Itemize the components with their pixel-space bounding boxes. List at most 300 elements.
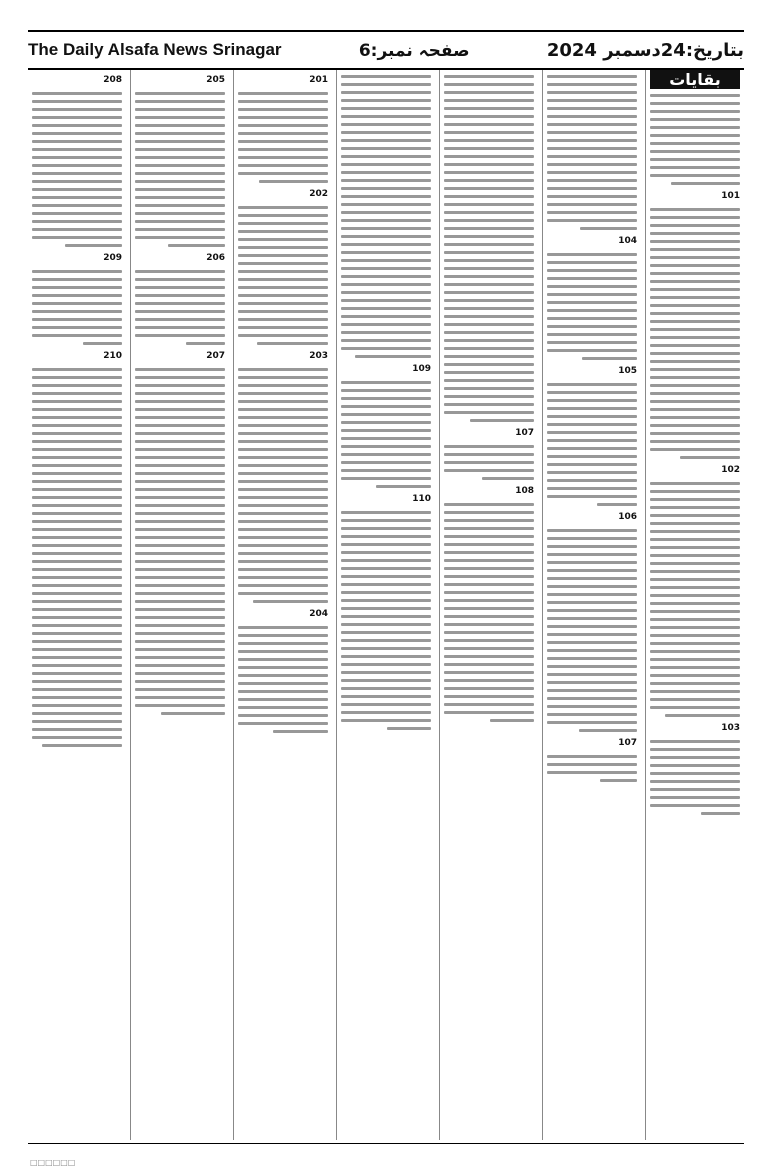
text-line xyxy=(341,275,431,278)
text-line xyxy=(444,259,534,262)
text-line xyxy=(547,123,637,126)
text-line xyxy=(650,376,740,379)
text-line xyxy=(671,182,740,185)
text-line xyxy=(650,320,740,323)
text-line xyxy=(444,411,534,414)
continuation-number: 108 xyxy=(515,486,534,496)
text-line xyxy=(32,520,122,523)
text-line xyxy=(444,591,534,594)
text-line xyxy=(32,704,122,707)
text-line xyxy=(32,688,122,691)
text-line xyxy=(650,538,740,541)
text-line xyxy=(341,115,431,118)
text-line xyxy=(135,400,225,403)
text-line xyxy=(135,496,225,499)
text-line xyxy=(547,219,637,222)
text-line xyxy=(597,503,638,506)
text-line xyxy=(238,544,328,547)
text-line xyxy=(135,472,225,475)
text-line xyxy=(444,631,534,634)
article-column xyxy=(542,70,641,1140)
text-line xyxy=(135,108,225,111)
text-line xyxy=(650,562,740,565)
text-line xyxy=(238,682,328,685)
text-line xyxy=(259,180,328,183)
text-line xyxy=(161,712,225,715)
text-line xyxy=(444,599,534,602)
text-line xyxy=(444,339,534,342)
text-line xyxy=(444,395,534,398)
text-line xyxy=(600,779,637,782)
article-text-block xyxy=(444,445,534,480)
article-text-block xyxy=(547,253,637,360)
text-line xyxy=(444,115,534,118)
text-line xyxy=(32,528,122,531)
text-line xyxy=(650,344,740,347)
text-line xyxy=(238,368,328,371)
text-line xyxy=(238,262,328,265)
text-line xyxy=(650,384,740,387)
text-line xyxy=(650,110,740,113)
newspaper-title: The Daily Alsafa News Srinagar xyxy=(28,40,282,59)
continuation-number: 107 xyxy=(515,428,534,438)
text-line xyxy=(650,554,740,557)
text-line xyxy=(135,318,225,321)
text-line xyxy=(547,553,637,556)
text-line xyxy=(444,445,534,448)
text-line xyxy=(444,379,534,382)
text-line xyxy=(650,804,740,807)
text-line xyxy=(650,626,740,629)
text-line xyxy=(650,304,740,307)
text-line xyxy=(238,536,328,539)
text-line xyxy=(341,211,431,214)
text-line xyxy=(186,342,225,345)
text-line xyxy=(135,456,225,459)
text-line xyxy=(32,712,122,715)
text-line xyxy=(444,291,534,294)
text-line xyxy=(444,647,534,650)
text-line xyxy=(650,408,740,411)
text-line xyxy=(135,632,225,635)
article-text-block xyxy=(238,626,328,733)
text-line xyxy=(341,291,431,294)
text-line xyxy=(650,102,740,105)
text-line xyxy=(341,437,431,440)
text-line xyxy=(650,150,740,153)
text-line xyxy=(650,674,740,677)
text-line xyxy=(341,551,431,554)
text-line xyxy=(32,632,122,635)
continuation-number: 204 xyxy=(309,609,328,619)
text-line xyxy=(32,424,122,427)
text-line xyxy=(650,690,740,693)
text-line xyxy=(547,479,637,482)
text-line xyxy=(341,179,431,182)
text-line xyxy=(387,727,431,730)
text-line xyxy=(444,663,534,666)
text-line xyxy=(341,99,431,102)
text-line xyxy=(341,469,431,472)
text-line xyxy=(341,75,431,78)
text-line xyxy=(444,469,534,472)
article-text-block xyxy=(547,383,637,506)
text-line xyxy=(238,140,328,143)
text-line xyxy=(650,772,740,775)
text-line xyxy=(650,328,740,331)
text-line xyxy=(32,616,122,619)
text-line xyxy=(32,584,122,587)
text-line xyxy=(341,623,431,626)
text-line xyxy=(32,108,122,111)
text-line xyxy=(650,482,740,485)
text-line xyxy=(135,368,225,371)
text-line xyxy=(547,447,637,450)
text-line xyxy=(32,270,122,273)
text-line xyxy=(547,333,637,336)
text-line xyxy=(341,83,431,86)
text-line xyxy=(135,696,225,699)
text-line xyxy=(650,134,740,137)
text-line xyxy=(547,341,637,344)
text-line xyxy=(444,91,534,94)
text-line xyxy=(32,472,122,475)
text-line xyxy=(490,719,534,722)
text-line xyxy=(168,244,225,247)
text-line xyxy=(650,368,740,371)
text-line xyxy=(341,575,431,578)
text-line xyxy=(650,586,740,589)
text-line xyxy=(650,336,740,339)
text-line xyxy=(341,519,431,522)
text-line xyxy=(650,634,740,637)
text-line xyxy=(444,211,534,214)
text-line xyxy=(444,655,534,658)
text-line xyxy=(444,403,534,406)
text-line xyxy=(444,615,534,618)
text-line xyxy=(83,342,122,345)
text-line xyxy=(238,132,328,135)
article-text-block xyxy=(238,92,328,183)
text-line xyxy=(238,706,328,709)
text-line xyxy=(444,227,534,230)
text-line xyxy=(547,713,637,716)
text-line xyxy=(650,142,740,145)
text-line xyxy=(135,536,225,539)
text-line xyxy=(341,663,431,666)
text-line xyxy=(238,480,328,483)
text-line xyxy=(547,625,637,628)
text-line xyxy=(32,464,122,467)
text-line xyxy=(341,615,431,618)
text-line xyxy=(444,107,534,110)
text-line xyxy=(444,171,534,174)
text-line xyxy=(32,124,122,127)
text-line xyxy=(135,148,225,151)
text-line xyxy=(238,464,328,467)
text-line xyxy=(444,203,534,206)
text-line xyxy=(547,673,637,676)
text-line xyxy=(444,219,534,222)
text-line xyxy=(341,331,431,334)
text-line xyxy=(341,171,431,174)
text-line xyxy=(32,696,122,699)
text-line xyxy=(444,503,534,506)
text-line xyxy=(341,429,431,432)
text-line xyxy=(135,302,225,305)
article-column xyxy=(439,70,538,1140)
text-line xyxy=(135,132,225,135)
continuation-number: 104 xyxy=(618,236,637,246)
text-line xyxy=(238,164,328,167)
text-line xyxy=(135,672,225,675)
article-text-block xyxy=(650,740,740,815)
text-line xyxy=(444,299,534,302)
text-line xyxy=(444,307,534,310)
text-line xyxy=(32,236,122,239)
text-line xyxy=(444,567,534,570)
text-line xyxy=(341,583,431,586)
text-line xyxy=(701,812,740,815)
text-line xyxy=(135,616,225,619)
text-line xyxy=(135,488,225,491)
article-text-block xyxy=(341,75,431,358)
text-line xyxy=(32,100,122,103)
text-line xyxy=(135,228,225,231)
text-line xyxy=(32,608,122,611)
text-line xyxy=(341,283,431,286)
text-line xyxy=(665,714,740,717)
text-line xyxy=(135,464,225,467)
text-line xyxy=(650,232,740,235)
page-body xyxy=(28,70,744,1140)
text-line xyxy=(444,575,534,578)
text-line xyxy=(341,679,431,682)
text-line xyxy=(650,126,740,129)
continuation-number: 202 xyxy=(309,189,328,199)
text-line xyxy=(135,286,225,289)
text-line xyxy=(444,703,534,706)
text-line xyxy=(444,99,534,102)
text-line xyxy=(341,535,431,538)
text-line xyxy=(65,244,122,247)
text-line xyxy=(135,600,225,603)
text-line xyxy=(650,312,740,315)
continuation-number: 103 xyxy=(721,723,740,733)
text-line xyxy=(238,108,328,111)
text-line xyxy=(238,214,328,217)
text-line xyxy=(341,187,431,190)
text-line xyxy=(238,424,328,427)
text-line xyxy=(32,400,122,403)
text-line xyxy=(135,116,225,119)
text-line xyxy=(135,188,225,191)
text-line xyxy=(547,721,637,724)
text-line xyxy=(650,682,740,685)
continuation-number: 110 xyxy=(412,494,431,504)
text-line xyxy=(135,504,225,507)
text-line xyxy=(650,94,740,97)
text-line xyxy=(547,705,637,708)
text-line xyxy=(547,697,637,700)
text-line xyxy=(257,342,328,345)
text-line xyxy=(32,480,122,483)
text-line xyxy=(650,174,740,177)
text-line xyxy=(32,736,122,739)
text-line xyxy=(341,227,431,230)
text-line xyxy=(341,243,431,246)
text-line xyxy=(341,559,431,562)
text-line xyxy=(32,172,122,175)
article-text-block xyxy=(341,381,431,488)
text-line xyxy=(135,656,225,659)
text-line xyxy=(547,601,637,604)
text-line xyxy=(135,172,225,175)
text-line xyxy=(547,83,637,86)
text-line xyxy=(135,640,225,643)
text-line xyxy=(650,522,740,525)
text-line xyxy=(341,543,431,546)
text-line xyxy=(341,195,431,198)
text-line xyxy=(135,648,225,651)
text-line xyxy=(547,529,637,532)
text-line xyxy=(32,278,122,281)
text-line xyxy=(341,453,431,456)
text-line xyxy=(238,400,328,403)
text-line xyxy=(32,672,122,675)
article-column xyxy=(233,70,332,1140)
article-text-block xyxy=(135,368,225,715)
text-line xyxy=(32,392,122,395)
text-line xyxy=(135,408,225,411)
text-line xyxy=(32,496,122,499)
text-line xyxy=(32,148,122,151)
text-line xyxy=(650,118,740,121)
text-line xyxy=(32,92,122,95)
text-line xyxy=(444,535,534,538)
text-line xyxy=(650,546,740,549)
article-text-block xyxy=(650,208,740,459)
text-line xyxy=(238,376,328,379)
text-line xyxy=(650,698,740,701)
text-line xyxy=(341,91,431,94)
text-line xyxy=(547,561,637,564)
text-line xyxy=(32,592,122,595)
text-line xyxy=(444,679,534,682)
article-text-block xyxy=(135,270,225,345)
text-line xyxy=(650,432,740,435)
text-line xyxy=(547,641,637,644)
article-text-block xyxy=(341,511,431,730)
text-line xyxy=(547,383,637,386)
text-line xyxy=(238,238,328,241)
text-line xyxy=(341,655,431,658)
text-line xyxy=(680,456,740,459)
article-text-block xyxy=(547,75,637,230)
text-line xyxy=(341,107,431,110)
text-line xyxy=(32,488,122,491)
text-line xyxy=(238,92,328,95)
text-line xyxy=(650,296,740,299)
text-line xyxy=(32,728,122,731)
text-line xyxy=(650,166,740,169)
text-line xyxy=(547,179,637,182)
article-text-block xyxy=(238,206,328,345)
text-line xyxy=(547,755,637,758)
text-line xyxy=(135,270,225,273)
text-line xyxy=(580,227,637,230)
text-line xyxy=(341,461,431,464)
article-column xyxy=(28,70,126,1140)
text-line xyxy=(341,389,431,392)
text-line xyxy=(238,222,328,225)
text-line xyxy=(32,286,122,289)
text-line xyxy=(238,488,328,491)
text-line xyxy=(32,560,122,563)
text-line xyxy=(355,355,432,358)
text-line xyxy=(444,315,534,318)
text-line xyxy=(650,740,740,743)
continuation-number: 209 xyxy=(103,253,122,263)
text-line xyxy=(444,251,534,254)
text-line xyxy=(650,400,740,403)
text-line xyxy=(238,326,328,329)
text-line xyxy=(32,140,122,143)
text-line xyxy=(273,730,328,733)
text-line xyxy=(547,585,637,588)
text-line xyxy=(32,132,122,135)
text-line xyxy=(650,424,740,427)
text-line xyxy=(238,408,328,411)
text-line xyxy=(650,570,740,573)
continuation-number: 206 xyxy=(206,253,225,263)
text-line xyxy=(135,552,225,555)
article-text-block xyxy=(238,368,328,603)
text-line xyxy=(32,326,122,329)
text-line xyxy=(650,224,740,227)
text-line xyxy=(238,156,328,159)
text-line xyxy=(238,714,328,717)
text-line xyxy=(547,649,637,652)
text-line xyxy=(547,99,637,102)
text-line xyxy=(547,293,637,296)
page-number: صفحہ نمبر:6 xyxy=(358,40,470,61)
text-line xyxy=(444,147,534,150)
text-line xyxy=(238,432,328,435)
continuation-number: 207 xyxy=(206,351,225,361)
text-line xyxy=(135,100,225,103)
text-line xyxy=(32,196,122,199)
text-line xyxy=(238,448,328,451)
text-line xyxy=(547,577,637,580)
text-line xyxy=(135,608,225,611)
text-line xyxy=(135,180,225,183)
article-text-block xyxy=(650,482,740,717)
text-line xyxy=(32,302,122,305)
text-line xyxy=(238,148,328,151)
text-line xyxy=(444,347,534,350)
text-line xyxy=(444,275,534,278)
continuation-number: 102 xyxy=(721,465,740,475)
text-line xyxy=(32,212,122,215)
text-line xyxy=(547,195,637,198)
text-line xyxy=(341,703,431,706)
text-line xyxy=(238,318,328,321)
text-line xyxy=(444,163,534,166)
text-line xyxy=(650,650,740,653)
text-line xyxy=(650,264,740,267)
text-line xyxy=(32,504,122,507)
